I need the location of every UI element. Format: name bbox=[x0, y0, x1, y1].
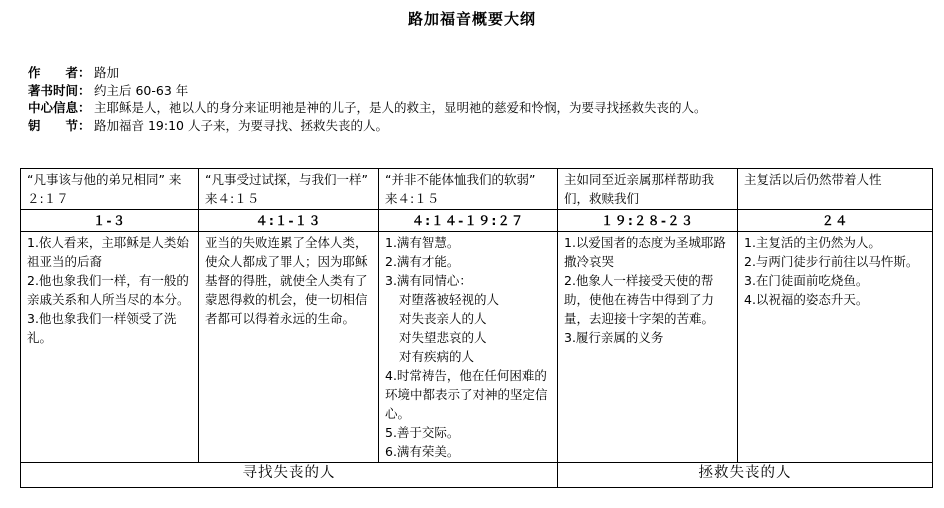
message-value: 主耶稣是人，祂以人的身分来证明祂是神的儿子，是人的救主，显明祂的慈爱和怜悯，为要寻找拯救失丧的人。 bbox=[94, 100, 707, 115]
chapter-ref-1: １-３ bbox=[21, 210, 199, 232]
footer-left-theme: 寻找失丧的人 bbox=[21, 463, 558, 488]
outline-item: 3.在门徒面前吃烧鱼。 bbox=[744, 273, 869, 288]
date-label: 著书时间： bbox=[28, 82, 91, 98]
outline-item: 亚当的失败连累了全体人类，使众人都成了罪人；因为耶稣基督的得胜，就使全人类有了蒙恩得救的机会，使一切相信者都可以得着永远的生命。 bbox=[205, 235, 368, 326]
meta-message-row bbox=[28, 99, 707, 117]
column-heading-1: “凡事该与他的弟兄相同” 来２:１７ bbox=[21, 169, 199, 210]
reference-row bbox=[21, 210, 933, 232]
meta-date-row bbox=[28, 82, 707, 100]
column-heading-5: 主复活以后仍然带着人性 bbox=[738, 169, 933, 210]
meta-author-row bbox=[28, 64, 707, 82]
column-body-1 bbox=[21, 232, 199, 463]
chapter-ref-3: ４:１４-１９:２７ bbox=[379, 210, 558, 232]
outline-item: 2.满有才能。 bbox=[385, 254, 460, 269]
column-heading-3: “并非不能体恤我们的软弱” 来４:１５ bbox=[379, 169, 558, 210]
outline-item: 1.依人看来，主耶稣是人类始祖亚当的后裔 bbox=[27, 235, 189, 269]
chapter-ref-5: ２４ bbox=[738, 210, 933, 232]
outline-item: 4.以祝福的姿态升天。 bbox=[744, 292, 869, 307]
column-heading-2: “凡事受过试探，与我们一样” 来４:１５ bbox=[199, 169, 379, 210]
column-body-5 bbox=[738, 232, 933, 463]
page-title: 路加福音概要大纲 bbox=[407, 10, 536, 28]
author-label: 作 者： bbox=[28, 65, 91, 80]
outline-item: 对堕落被轻视的人 bbox=[399, 292, 500, 307]
date-value: 约主后 60-63 年 bbox=[94, 82, 189, 98]
outline-item: 1.以爱国者的态度为圣城耶路撒冷哀哭 bbox=[564, 235, 726, 269]
outline-item: 3.履行亲属的义务 bbox=[564, 330, 664, 345]
column-body-3 bbox=[379, 232, 558, 463]
outline-item: 6.满有荣美。 bbox=[385, 444, 460, 459]
column-body-2 bbox=[199, 232, 379, 463]
book-meta bbox=[28, 64, 707, 134]
outline-item: 5.善于交际。 bbox=[385, 425, 460, 440]
column-heading-4: 主如同至近亲属那样帮助我们，救赎我们 bbox=[558, 169, 738, 210]
message-label: 中心信息： bbox=[28, 100, 91, 115]
key-value: 路加福音 19:10 人子来，为要寻找、拯救失丧的人。 bbox=[94, 117, 388, 133]
column-body-4 bbox=[558, 232, 738, 463]
outline-item: 1.满有智慧。 bbox=[385, 235, 460, 250]
footer-right-theme: 拯救失丧的人 bbox=[558, 463, 933, 488]
heading-row bbox=[21, 169, 933, 210]
footer-row bbox=[21, 463, 933, 488]
outline-item: 对失望悲哀的人 bbox=[399, 330, 487, 345]
author-value: 路加 bbox=[94, 65, 120, 80]
meta-key-row bbox=[28, 117, 707, 135]
outline-item: 对失丧亲人的人 bbox=[399, 311, 487, 326]
outline-item: 1.主复活的主仍然为人。 bbox=[744, 235, 881, 250]
outline-item: 对有疾病的人 bbox=[399, 349, 475, 364]
chapter-ref-4: １９:２８-２３ bbox=[558, 210, 738, 232]
key-label: 钥 节： bbox=[28, 117, 91, 133]
outline-item: 2.他象人一样接受天使的帮助，使他在祷告中得到了力量，去迎接十字架的苦难。 bbox=[564, 273, 715, 326]
outline-table bbox=[20, 168, 933, 488]
chapter-ref-2: ４:１-１３ bbox=[199, 210, 379, 232]
outline-item: 2.与两门徒步行前往以马忤斯。 bbox=[744, 254, 919, 269]
outline-item: 4.时常祷告，他在任何困难的环境中都表示了对神的坚定信心。 bbox=[385, 368, 548, 421]
outline-item: 2.他也象我们一样，有一般的亲戚关系和人所当尽的本分。 bbox=[27, 273, 190, 307]
outline-item: 3.满有同情心： bbox=[385, 273, 472, 288]
content-row bbox=[21, 232, 933, 463]
outline-item: 3.他也象我们一样领受了洗礼。 bbox=[27, 311, 177, 345]
